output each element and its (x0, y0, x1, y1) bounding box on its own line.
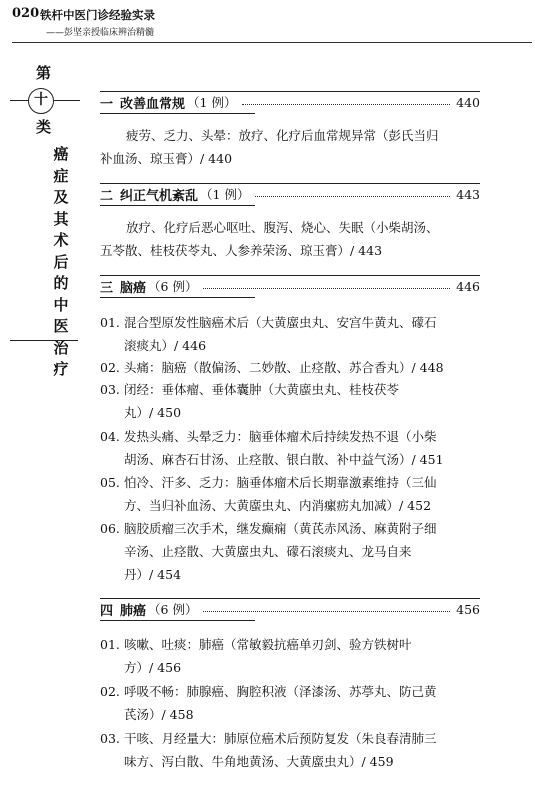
section-page: 446 (456, 278, 480, 294)
toc-section (100, 183, 480, 205)
entry-line: 头痛：脑癌（散偏汤、二妙散、止痉散、苏合香丸）/ 448 (124, 360, 444, 375)
category-title: 癌症及其术后的中医治疗 (53, 145, 69, 378)
entry-line: 芪汤）/ 458 (124, 707, 194, 722)
toc-section (100, 91, 480, 113)
entry-number: 05. (100, 475, 120, 490)
section-count: （1 例） (187, 95, 237, 110)
entry-line: 闭经：垂体瘤、垂体囊肿（大黄䗪虫丸、桂枝茯苓 (124, 382, 400, 397)
entry-line: 丸）/ 450 (124, 405, 182, 420)
sidebar-rule-right (54, 100, 80, 101)
toc-entry[interactable] (100, 517, 480, 586)
section-title: 肺癌 (120, 603, 147, 619)
section-page: 440 (456, 94, 480, 110)
dot-leader (203, 611, 450, 612)
sidebar-bottom-rule (10, 340, 78, 341)
section-number: 二 (100, 188, 114, 204)
toc-section (100, 598, 480, 620)
toc-entry[interactable] (100, 633, 480, 679)
entry-number: 03. (100, 731, 120, 746)
section-title: 纠正气机紊乱 (120, 188, 199, 204)
entry-line: 呼吸不畅：肺腺癌、胸腔积液（泽漆汤、苏葶丸、防己黄 (124, 684, 437, 699)
book-subtitle: ——彭坚亲授临床辨治精髓 (46, 28, 155, 38)
section-page: 443 (456, 186, 480, 202)
section-count: （6 例） (148, 602, 198, 617)
entry-line: 方）/ 456 (124, 660, 182, 675)
entry-line: 咳嗽、吐痰：肺癌（常敏毅抗癌单刃剑、验方铁树叶 (124, 637, 412, 652)
entry-line: 方、当归补血汤、大黄䗪虫丸、内消瘰疬丸加减）/ 452 (124, 498, 432, 513)
section-number: 四 (100, 603, 114, 619)
entry-number: 06. (100, 521, 120, 536)
entry-line: 丹）/ 454 (124, 567, 182, 582)
toc-entry[interactable] (100, 425, 480, 471)
entry-line: 辛汤、止痉散、大黄䗪虫丸、礞石滚痰丸、龙马自来 (124, 544, 412, 559)
section-count: （6 例） (148, 279, 198, 294)
toc-entry[interactable] (100, 356, 480, 379)
page-number: 020 (12, 6, 40, 21)
entry-line: 滚痰丸）/ 446 (124, 338, 207, 353)
toc-section (100, 275, 480, 297)
section-rule-bottom (100, 620, 255, 621)
entry-paragraph[interactable] (100, 124, 480, 170)
entry-line: 疲劳、乏力、头晕：放疗、化疗后血常规异常（彭氏当归 (126, 128, 439, 143)
entry-number: 02. (100, 684, 120, 699)
section-rule-bottom (100, 205, 255, 206)
category-suffix: 类 (36, 118, 52, 136)
section-number: 三 (100, 280, 114, 296)
toc-entry[interactable] (100, 378, 480, 424)
entry-line: 脑胶质瘤三次手术，继发癫痫（黄芪赤风汤、麻黄附子细 (124, 521, 437, 536)
sidebar-rule-left (10, 100, 28, 101)
section-count: （1 例） (200, 187, 250, 202)
entry-number: 04. (100, 429, 120, 444)
category-sidebar (10, 62, 80, 378)
header-rule (12, 42, 532, 43)
entry-line: 混合型原发性脑癌术后（大黄䗪虫丸、安宫牛黄丸、礞石 (124, 315, 437, 330)
section-rule-bottom (100, 297, 255, 298)
entry-paragraph[interactable] (100, 216, 480, 262)
book-title: 铁杆中医门诊经验实录 (40, 8, 155, 22)
entry-line: 胡汤、麻杏石甘汤、止痉散、银白散、补中益气汤）/ 451 (124, 452, 444, 467)
section-title: 脑癌 (120, 280, 147, 296)
dot-leader (255, 196, 450, 197)
toc-entry[interactable] (100, 471, 480, 517)
entry-number: 03. (100, 382, 120, 397)
section-title: 改善血常规 (120, 96, 186, 112)
entry-number: 01. (100, 315, 120, 330)
section-heading[interactable] (100, 275, 480, 297)
section-rule-bottom (100, 113, 255, 114)
dot-leader (242, 104, 450, 105)
entry-number: 01. (100, 637, 120, 652)
entry-line: 补血汤、琼玉膏）/ 440 (100, 151, 233, 166)
toc-entry[interactable] (100, 727, 480, 773)
running-header (12, 6, 527, 46)
category-prefix: 第 (36, 64, 52, 82)
entry-line: 干咳、月经量大：肺原位癌术后预防复发（朱良春清肺三 (124, 731, 437, 746)
section-page: 456 (456, 601, 480, 617)
entry-line: 发热头痛、头晕乏力：脑垂体瘤术后持续发热不退（小柴 (124, 429, 437, 444)
entry-line: 放疗、化疗后恶心呕吐、腹泻、烧心、失眠（小柴胡汤、 (126, 220, 439, 235)
entry-number: 02. (100, 360, 120, 375)
entry-line: 味方、泻白散、牛角地黄汤、大黄䗪虫丸）/ 459 (124, 754, 394, 769)
section-number: 一 (100, 96, 114, 112)
entry-line: 怕冷、汗多、乏力：脑垂体瘤术后长期靠激素维持（三仙 (124, 475, 437, 490)
toc-entry[interactable] (100, 311, 480, 357)
section-heading[interactable] (100, 598, 480, 620)
section-heading[interactable] (100, 183, 480, 205)
entry-line: 五苓散、桂枝茯苓丸、人参养荣汤、琼玉膏）/ 443 (100, 243, 383, 258)
toc-entry[interactable] (100, 680, 480, 726)
dot-leader (203, 288, 450, 289)
section-heading[interactable] (100, 91, 480, 113)
category-number-circle: 十 (28, 88, 54, 114)
